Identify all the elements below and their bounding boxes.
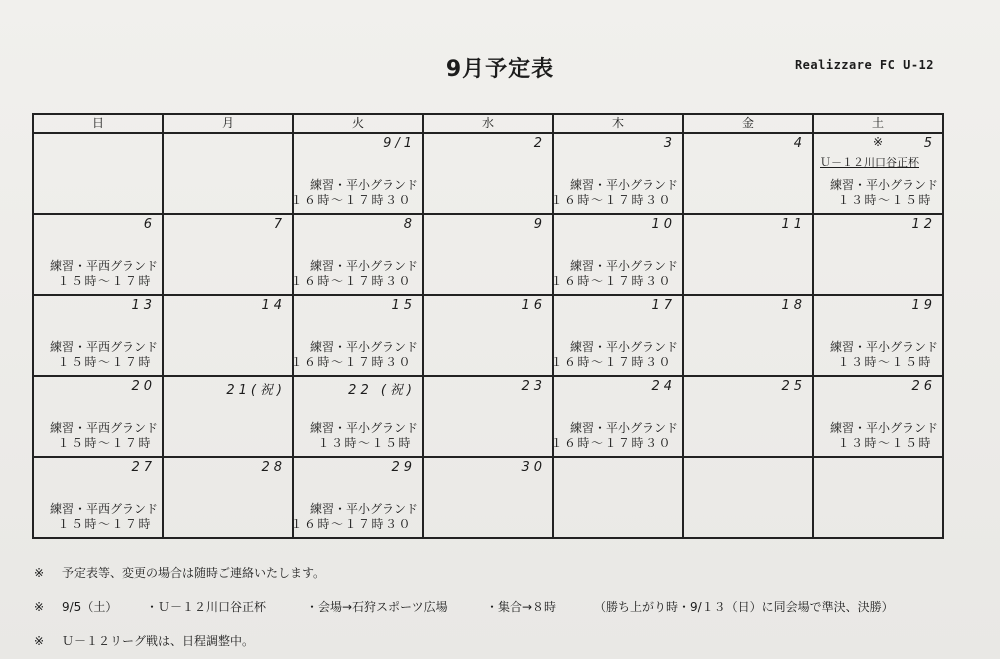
practice-place: 練習・平小グランド	[569, 259, 678, 273]
day-cell	[423, 376, 553, 457]
practice-info	[830, 340, 938, 370]
note-mark: ※	[34, 634, 45, 648]
day-number: 19	[911, 298, 936, 313]
practice-time: １６時～１７時３０	[290, 355, 412, 369]
day-cell	[163, 376, 293, 457]
day-number: 16	[521, 298, 546, 313]
day-number: 15	[391, 298, 416, 313]
practice-info	[50, 259, 158, 289]
day-number: 21(祝)	[226, 383, 286, 398]
day-number: 7	[273, 217, 286, 232]
practice-info	[290, 259, 418, 289]
day-number: 25	[781, 379, 806, 394]
note-3-text: Ｕ－１２リーグ戦は、日程調整中。	[62, 634, 255, 648]
day-cell	[813, 376, 943, 457]
practice-time: １３時～１５時	[837, 193, 932, 207]
day-number: 8	[403, 217, 416, 232]
note-2	[34, 600, 894, 614]
day-cell	[33, 295, 163, 376]
day-number: 2	[533, 136, 546, 151]
practice-time: １６時～１７時３０	[550, 193, 672, 207]
calendar-table	[32, 113, 944, 539]
practice-time: １６時～１７時３０	[290, 517, 412, 531]
day-cell	[290, 457, 423, 538]
day-cell	[290, 214, 423, 295]
weekday-header: 金	[683, 114, 813, 133]
day-number: 9	[533, 217, 546, 232]
day-number: 4	[793, 136, 806, 151]
practice-info	[830, 421, 938, 451]
page-title: 9月予定表	[445, 57, 555, 82]
day-cell	[683, 133, 813, 214]
practice-time: １５時～１７時	[57, 436, 152, 450]
note-mark: ※	[34, 566, 45, 580]
day-cell	[683, 457, 813, 538]
day-cell	[163, 214, 293, 295]
practice-place: 練習・平西グランド	[49, 502, 158, 516]
practice-time: １５時～１７時	[57, 274, 152, 288]
practice-time: １６時～１７時３０	[290, 274, 412, 288]
note-2-date: 9/5（土）	[62, 600, 118, 614]
practice-info	[830, 178, 938, 208]
day-number: 6	[143, 217, 156, 232]
practice-place: 練習・平小グランド	[309, 502, 418, 516]
practice-time: １６時～１７時３０	[550, 274, 672, 288]
practice-info	[550, 421, 678, 451]
practice-time: １６時～１７時３０	[550, 436, 672, 450]
day-cell	[33, 376, 163, 457]
week-row	[33, 295, 943, 376]
day-cell	[683, 295, 813, 376]
practice-info	[550, 259, 678, 289]
practice-place: 練習・平小グランド	[309, 259, 418, 273]
note-2-meet: ・集合→８時	[486, 600, 557, 614]
day-cell	[290, 295, 423, 376]
practice-place: 練習・平西グランド	[49, 340, 158, 354]
day-cell	[163, 295, 293, 376]
weekday-header: 火	[293, 114, 423, 133]
day-cell	[423, 457, 553, 538]
day-number: 3	[663, 136, 676, 151]
practice-place: 練習・平小グランド	[309, 421, 418, 435]
day-number: 13	[131, 298, 156, 313]
week-row	[33, 133, 943, 214]
note-1-text: 予定表等、変更の場合は随時ご連絡いたします。	[62, 566, 326, 580]
team-name: Realizzare FC U-12	[794, 58, 934, 72]
practice-time: １３時～１５時	[317, 436, 412, 450]
day-cell	[813, 133, 943, 214]
day-number: 9/1	[383, 136, 416, 151]
day-cell	[33, 133, 163, 214]
practice-place: 練習・平西グランド	[49, 259, 158, 273]
day-cell	[423, 295, 553, 376]
weekday-header: 日	[33, 114, 163, 133]
practice-info	[310, 421, 418, 451]
day-cell	[813, 295, 943, 376]
calendar-body	[33, 133, 943, 538]
day-number: 11	[781, 217, 806, 232]
day-cell	[423, 133, 553, 214]
day-number: 22 (祝)	[348, 383, 416, 398]
practice-place: 練習・平西グランド	[49, 421, 158, 435]
day-number: 14	[261, 298, 286, 313]
day-cell	[550, 295, 683, 376]
practice-info	[290, 178, 418, 208]
practice-info	[290, 340, 418, 370]
day-number: 26	[911, 379, 936, 394]
day-number: 17	[651, 298, 676, 313]
day-number: 27	[131, 460, 156, 475]
practice-time: １３時～１５時	[837, 436, 932, 450]
day-cell	[683, 376, 813, 457]
practice-info	[50, 421, 158, 451]
practice-info	[550, 178, 678, 208]
day-number: 28	[261, 460, 286, 475]
note-1	[34, 566, 325, 580]
day-number: 10	[651, 217, 676, 232]
note-mark: ※	[872, 135, 884, 149]
practice-place: 練習・平小グランド	[569, 421, 678, 435]
practice-place: 練習・平小グランド	[829, 340, 938, 354]
note-2-extra: （勝ち上がり時・9/１３（日）に同会場で準決、決勝）	[594, 600, 894, 614]
practice-place: 練習・平小グランド	[829, 178, 938, 192]
day-cell	[33, 214, 163, 295]
weekday-header: 土	[813, 114, 943, 133]
day-number: 23	[521, 379, 546, 394]
practice-time: １３時～１５時	[837, 355, 932, 369]
week-row	[33, 214, 943, 295]
day-cell	[813, 457, 943, 538]
practice-place: 練習・平小グランド	[829, 421, 938, 435]
day-number: 24	[651, 379, 676, 394]
day-cell	[813, 214, 943, 295]
day-cell	[423, 214, 553, 295]
practice-time: １６時～１７時３０	[550, 355, 672, 369]
note-2-event: ・Ｕ－１２川口谷正杯	[146, 600, 267, 614]
day-number: 29	[391, 460, 416, 475]
practice-place: 練習・平小グランド	[309, 340, 418, 354]
day-number: 12	[911, 217, 936, 232]
week-row	[33, 457, 943, 538]
day-cell	[163, 457, 293, 538]
practice-info	[550, 340, 678, 370]
weekday-header: 木	[553, 114, 683, 133]
day-cell	[550, 214, 683, 295]
note-3	[34, 634, 254, 648]
day-cell	[163, 133, 293, 214]
practice-place: 練習・平小グランド	[569, 340, 678, 354]
day-cell	[33, 457, 163, 538]
practice-info	[290, 502, 418, 532]
note-2-venue: ・会場→石狩スポーツ広場	[306, 600, 448, 614]
day-number: 18	[781, 298, 806, 313]
week-row	[33, 376, 943, 457]
practice-time: １５時～１７時	[57, 517, 152, 531]
day-cell	[553, 457, 683, 538]
day-cell	[550, 376, 683, 457]
practice-place: 練習・平小グランド	[309, 178, 418, 192]
practice-time: １５時～１７時	[57, 355, 152, 369]
day-number: 5	[923, 136, 936, 151]
day-cell	[290, 133, 423, 214]
day-number: 30	[521, 460, 546, 475]
practice-place: 練習・平小グランド	[569, 178, 678, 192]
day-cell	[550, 133, 683, 214]
weekday-header: 水	[423, 114, 553, 133]
note-mark: ※	[34, 600, 45, 614]
weekday-header-row	[33, 114, 943, 133]
practice-info	[50, 502, 158, 532]
day-cell	[293, 376, 423, 457]
weekday-header: 月	[163, 114, 293, 133]
day-number: 20	[131, 379, 156, 394]
practice-time: １６時～１７時３０	[290, 193, 412, 207]
practice-info	[50, 340, 158, 370]
day-cell	[683, 214, 813, 295]
event-name: Ｕ－１２川口谷正杯	[820, 156, 919, 169]
